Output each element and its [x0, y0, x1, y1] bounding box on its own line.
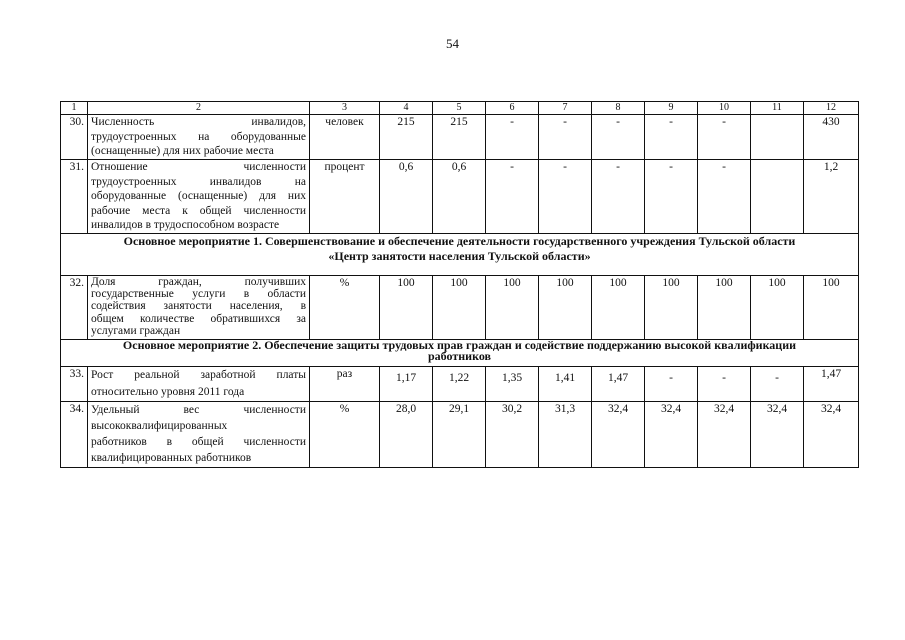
- indicators-table: [60, 101, 859, 468]
- row-number: 32.: [61, 276, 88, 340]
- value-cell: -: [751, 367, 804, 402]
- value-cell: 1,17: [380, 367, 433, 402]
- row-unit: %: [310, 276, 380, 340]
- table-row: [61, 160, 859, 234]
- column-number-row: [61, 102, 859, 115]
- desc-line: Доля граждан, получивших: [91, 276, 306, 288]
- table-row: [61, 402, 859, 468]
- value-cell: 30,2: [486, 402, 539, 468]
- col-header: 3: [310, 102, 380, 115]
- col-header: 6: [486, 102, 539, 115]
- section-line: Основное мероприятие 1. Совершенствование и обеспечение деятельности государственного учреждения Тульской области: [123, 234, 796, 248]
- value-cell: -: [645, 160, 698, 234]
- value-cell: 215: [380, 115, 433, 160]
- table-row: [61, 367, 859, 402]
- desc-line: высококвалифицированных: [91, 420, 228, 432]
- col-header: 7: [539, 102, 592, 115]
- desc-line: оборудованные (оснащенные) для них: [91, 190, 306, 202]
- desc-line: услугами граждан: [91, 324, 181, 337]
- table-row: [61, 115, 859, 160]
- value-cell: 28,0: [380, 402, 433, 468]
- value-cell: 1,22: [433, 367, 486, 402]
- row-description: [88, 276, 310, 340]
- desc-line: инвалидов в трудоспособном возрасте: [91, 219, 280, 231]
- row-unit: процент: [310, 160, 380, 234]
- value-cell: 31,3: [539, 402, 592, 468]
- value-cell: 100: [804, 276, 859, 340]
- row-description: [88, 367, 310, 402]
- value-cell: 1,41: [539, 367, 592, 402]
- col-header: 5: [433, 102, 486, 115]
- desc-line: Удельный вес численности: [91, 404, 306, 416]
- value-cell: 32,4: [804, 402, 859, 468]
- value-cell: 100: [433, 276, 486, 340]
- value-cell: 32,4: [645, 402, 698, 468]
- value-cell: 215: [433, 115, 486, 160]
- value-cell: -: [698, 160, 751, 234]
- row-number: 33.: [61, 367, 88, 402]
- value-cell: 100: [592, 276, 645, 340]
- value-cell: -: [486, 115, 539, 160]
- section-header-1: [61, 234, 859, 276]
- desc-line: содействия занятости населения, в: [91, 300, 306, 313]
- row-unit: раз: [310, 367, 380, 402]
- desc-line: Рост реальной заработной платы: [91, 369, 306, 381]
- desc-line: общем количестве обратившихся за: [91, 312, 306, 325]
- col-header: 10: [698, 102, 751, 115]
- value-cell: 100: [539, 276, 592, 340]
- page-number: 54: [446, 36, 459, 51]
- section-header-row: [61, 340, 859, 367]
- desc-line: относительно уровня 2011 года: [91, 386, 245, 398]
- value-cell: 1,2: [804, 160, 859, 234]
- value-cell: 32,4: [592, 402, 645, 468]
- value-cell: 0,6: [380, 160, 433, 234]
- col-header: 9: [645, 102, 698, 115]
- section-line: Основное мероприятие 2. Обеспечение защиты трудовых прав граждан и содействие поддержанию высокой квалификации: [122, 339, 797, 352]
- value-cell: 430: [804, 115, 859, 160]
- value-cell: -: [486, 160, 539, 234]
- row-unit: %: [310, 402, 380, 468]
- row-description: [88, 160, 310, 234]
- value-cell: [751, 115, 804, 160]
- value-cell: 0,6: [433, 160, 486, 234]
- value-cell: 100: [645, 276, 698, 340]
- desc-line: государственные услуги в области: [91, 288, 306, 301]
- col-header: 8: [592, 102, 645, 115]
- value-cell: 32,4: [698, 402, 751, 468]
- row-number: 34.: [61, 402, 88, 468]
- desc-line: Отношение численности: [91, 161, 306, 173]
- section-line: работников: [427, 349, 492, 363]
- value-cell: 100: [751, 276, 804, 340]
- value-cell: [751, 160, 804, 234]
- value-cell: -: [698, 367, 751, 402]
- col-header: 1: [61, 102, 88, 115]
- table-row: [61, 276, 859, 340]
- value-cell: 100: [380, 276, 433, 340]
- desc-line: работников в общей численности: [91, 436, 306, 448]
- value-cell: 29,1: [433, 402, 486, 468]
- col-header: 4: [380, 102, 433, 115]
- value-cell: 100: [486, 276, 539, 340]
- section-line: «Центр занятости населения Тульской области»: [328, 249, 591, 263]
- row-description: [88, 402, 310, 468]
- desc-line: (оснащенные) для них рабочие места: [91, 145, 274, 157]
- desc-line: рабочие места к общей численности: [91, 204, 306, 217]
- row-description: [88, 115, 310, 160]
- value-cell: 32,4: [751, 402, 804, 468]
- col-header: 11: [751, 102, 804, 115]
- desc-line: трудоустроенных инвалидов на: [91, 175, 306, 188]
- value-cell: -: [698, 115, 751, 160]
- col-header: 2: [88, 102, 310, 115]
- section-header-row: [61, 234, 859, 276]
- col-header: 12: [804, 102, 859, 115]
- value-cell: 1,35: [486, 367, 539, 402]
- row-number: 30.: [61, 115, 88, 160]
- value-cell: -: [645, 115, 698, 160]
- value-cell: 1,47: [804, 367, 859, 402]
- row-number: 31.: [61, 160, 88, 234]
- value-cell: -: [539, 115, 592, 160]
- value-cell: 1,47: [592, 367, 645, 402]
- desc-line: квалифицированных работников: [91, 452, 252, 464]
- value-cell: -: [539, 160, 592, 234]
- value-cell: 100: [698, 276, 751, 340]
- value-cell: -: [592, 160, 645, 234]
- desc-line: трудоустроенных на оборудованные: [91, 130, 306, 143]
- desc-line: Численность инвалидов,: [91, 116, 306, 128]
- value-cell: -: [645, 367, 698, 402]
- section-header-2: [61, 340, 859, 367]
- value-cell: -: [592, 115, 645, 160]
- row-unit: человек: [310, 115, 380, 160]
